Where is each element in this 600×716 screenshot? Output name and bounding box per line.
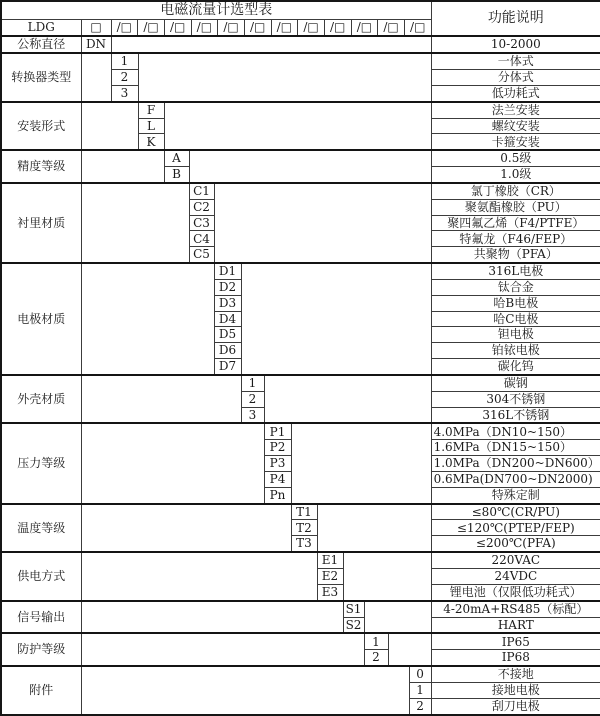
option-desc: 聚四氟乙烯（F4/PTFE） [431, 215, 600, 231]
category-label: 公称直径 [1, 36, 81, 53]
model-slash-box: /□ [217, 20, 244, 35]
option-desc: 10-2000 [431, 36, 600, 53]
option-desc: 304不锈钢 [431, 391, 600, 407]
left-filler [81, 53, 111, 102]
option-desc: 1.6MPa（DN15~150） [431, 440, 600, 456]
option-code: D6 [214, 343, 241, 359]
option-code: C5 [189, 247, 214, 263]
right-filler [214, 183, 431, 263]
option-code: 1 [111, 53, 138, 69]
option-code: S1 [343, 601, 364, 617]
option-row [1, 36, 600, 53]
option-desc: 特殊定制 [431, 487, 600, 503]
option-desc: 4-20mA+RS485（标配） [431, 601, 600, 617]
option-code: 2 [364, 650, 388, 666]
option-desc: 锂电池（仅限低功耗式） [431, 584, 600, 600]
option-code: E2 [317, 568, 343, 584]
model-slash-box: /□ [191, 20, 218, 35]
option-code: C2 [189, 199, 214, 215]
left-filler [81, 375, 241, 424]
option-row [1, 183, 600, 199]
option-code: C4 [189, 231, 214, 247]
right-filler [291, 423, 431, 503]
option-code: D1 [214, 263, 241, 279]
option-code: K [138, 134, 164, 150]
model-slash-box: /□ [164, 20, 191, 35]
left-filler [81, 183, 189, 263]
option-desc: 接地电极 [431, 683, 600, 699]
option-row [1, 375, 600, 391]
model-slash-box: /□ [116, 20, 133, 35]
option-desc: 碳化钨 [431, 358, 600, 374]
option-desc: 铂铱电极 [431, 343, 600, 359]
option-code: 3 [111, 85, 138, 101]
option-code: 2 [111, 70, 138, 86]
option-desc: 钽电极 [431, 327, 600, 343]
option-desc: 法兰安装 [431, 102, 600, 118]
option-code: L [138, 118, 164, 134]
option-code: Pn [264, 487, 291, 503]
category-label: 压力等级 [1, 423, 81, 503]
option-code: F [138, 102, 164, 118]
option-code: C3 [189, 215, 214, 231]
option-desc: 0.6MPa(DN700~DN2000) [431, 471, 600, 487]
right-filler [388, 633, 431, 666]
model-box-placeholder: □ [81, 20, 111, 36]
option-row [1, 601, 600, 617]
option-desc: 一体式 [431, 53, 600, 69]
option-desc: 1.0级 [431, 167, 600, 183]
category-label: 安装形式 [1, 102, 81, 151]
option-code: C1 [189, 183, 214, 199]
category-label: 温度等级 [1, 504, 81, 553]
category-label: 衬里材质 [1, 183, 81, 263]
option-code: 1 [409, 683, 431, 699]
option-row [1, 552, 600, 568]
option-desc: 24VDC [431, 568, 600, 584]
category-label: 转换器类型 [1, 53, 81, 102]
model-slash-box: /□ [377, 20, 404, 35]
option-code: 1 [364, 633, 388, 649]
option-code: D3 [214, 295, 241, 311]
option-code: S2 [343, 617, 364, 633]
option-code: DN [81, 36, 111, 53]
left-filler [81, 423, 264, 503]
option-code: D7 [214, 358, 241, 374]
function-column-header: 功能说明 [431, 1, 600, 36]
right-filler [241, 263, 431, 375]
option-code: A [164, 150, 189, 166]
right-filler [111, 36, 431, 53]
option-desc: ≤200℃(PFA) [431, 536, 600, 552]
option-desc: 共聚物（PFA） [431, 247, 600, 263]
category-label: 附件 [1, 666, 81, 715]
option-row [1, 633, 600, 649]
right-filler [164, 102, 431, 151]
option-code: B [164, 167, 189, 183]
option-desc: 钛合金 [431, 280, 600, 296]
category-label: 防护等级 [1, 633, 81, 666]
model-slash-box: /□ [351, 20, 378, 35]
table-title: 电磁流量计选型表 [1, 1, 431, 20]
option-code: 0 [409, 666, 431, 682]
option-desc: 特氟龙（F46/FEP） [431, 231, 600, 247]
option-code: P3 [264, 456, 291, 472]
category-label: 精度等级 [1, 150, 81, 183]
option-row [1, 504, 600, 520]
option-desc: 螺纹安装 [431, 118, 600, 134]
option-desc: 220VAC [431, 552, 600, 568]
option-desc: 1.0MPa（DN200~DN600） [431, 456, 600, 472]
option-code: D4 [214, 311, 241, 327]
option-desc: 4.0MPa（DN10~150） [431, 423, 600, 439]
left-filler [81, 150, 164, 183]
model-slash-box: /□ [244, 20, 271, 35]
option-desc: 碳钢 [431, 375, 600, 391]
title-row [1, 1, 600, 20]
option-code: P1 [264, 423, 291, 439]
option-code: E1 [317, 552, 343, 568]
right-filler [317, 504, 431, 553]
option-row [1, 53, 600, 69]
right-filler [364, 601, 431, 634]
model-slash-box: /□ [404, 20, 431, 35]
option-desc: ≤120℃(PTEP/FEP) [431, 520, 600, 536]
left-filler [81, 666, 409, 715]
option-desc: 分体式 [431, 70, 600, 86]
category-label: 电极材质 [1, 263, 81, 375]
option-row [1, 423, 600, 439]
option-code: E3 [317, 584, 343, 600]
option-code: T2 [291, 520, 317, 536]
option-desc: 不接地 [431, 666, 600, 682]
category-label: 外壳材质 [1, 375, 81, 424]
option-row [1, 666, 600, 682]
option-desc: 316L不锈钢 [431, 407, 600, 423]
option-row [1, 102, 600, 118]
option-code: 2 [409, 698, 431, 715]
left-filler [81, 601, 343, 634]
option-desc: 低功耗式 [431, 85, 600, 101]
option-code: P4 [264, 471, 291, 487]
option-desc: 氯丁橡胶（CR） [431, 183, 600, 199]
right-filler [189, 150, 431, 183]
model-slash-boxes-cell [111, 20, 431, 36]
option-desc: 聚氨酯橡胶（PU） [431, 199, 600, 215]
category-label: 供电方式 [1, 552, 81, 601]
option-code: D5 [214, 327, 241, 343]
option-code: T1 [291, 504, 317, 520]
option-desc: 刮刀电极 [431, 698, 600, 715]
model-slash-box: /□ [137, 20, 164, 35]
option-code: 2 [241, 391, 264, 407]
option-desc: 哈B电极 [431, 295, 600, 311]
option-desc: IP68 [431, 650, 600, 666]
option-code: T3 [291, 536, 317, 552]
option-desc: 卡箍安装 [431, 134, 600, 150]
model-slash-boxes [112, 20, 431, 35]
option-desc: 316L电极 [431, 263, 600, 279]
right-filler [343, 552, 431, 601]
model-slash-box: /□ [324, 20, 351, 35]
option-desc: HART [431, 617, 600, 633]
model-slash-box: /□ [297, 20, 324, 35]
option-row [1, 263, 600, 279]
model-slash-box: /□ [271, 20, 298, 35]
category-label: 信号输出 [1, 601, 81, 634]
model-prefix: LDG [1, 20, 81, 36]
option-desc: 0.5级 [431, 150, 600, 166]
option-desc: IP65 [431, 633, 600, 649]
option-code: D2 [214, 280, 241, 296]
option-code: 3 [241, 407, 264, 423]
right-filler [264, 375, 431, 424]
option-desc: 哈C电极 [431, 311, 600, 327]
left-filler [81, 263, 214, 375]
left-filler [81, 552, 317, 601]
left-filler [81, 633, 364, 666]
left-filler [81, 102, 138, 151]
left-filler [81, 504, 291, 553]
option-desc: ≤80℃(CR/PU) [431, 504, 600, 520]
right-filler [138, 53, 431, 102]
option-code: 1 [241, 375, 264, 391]
option-code: P2 [264, 440, 291, 456]
option-row [1, 150, 600, 166]
